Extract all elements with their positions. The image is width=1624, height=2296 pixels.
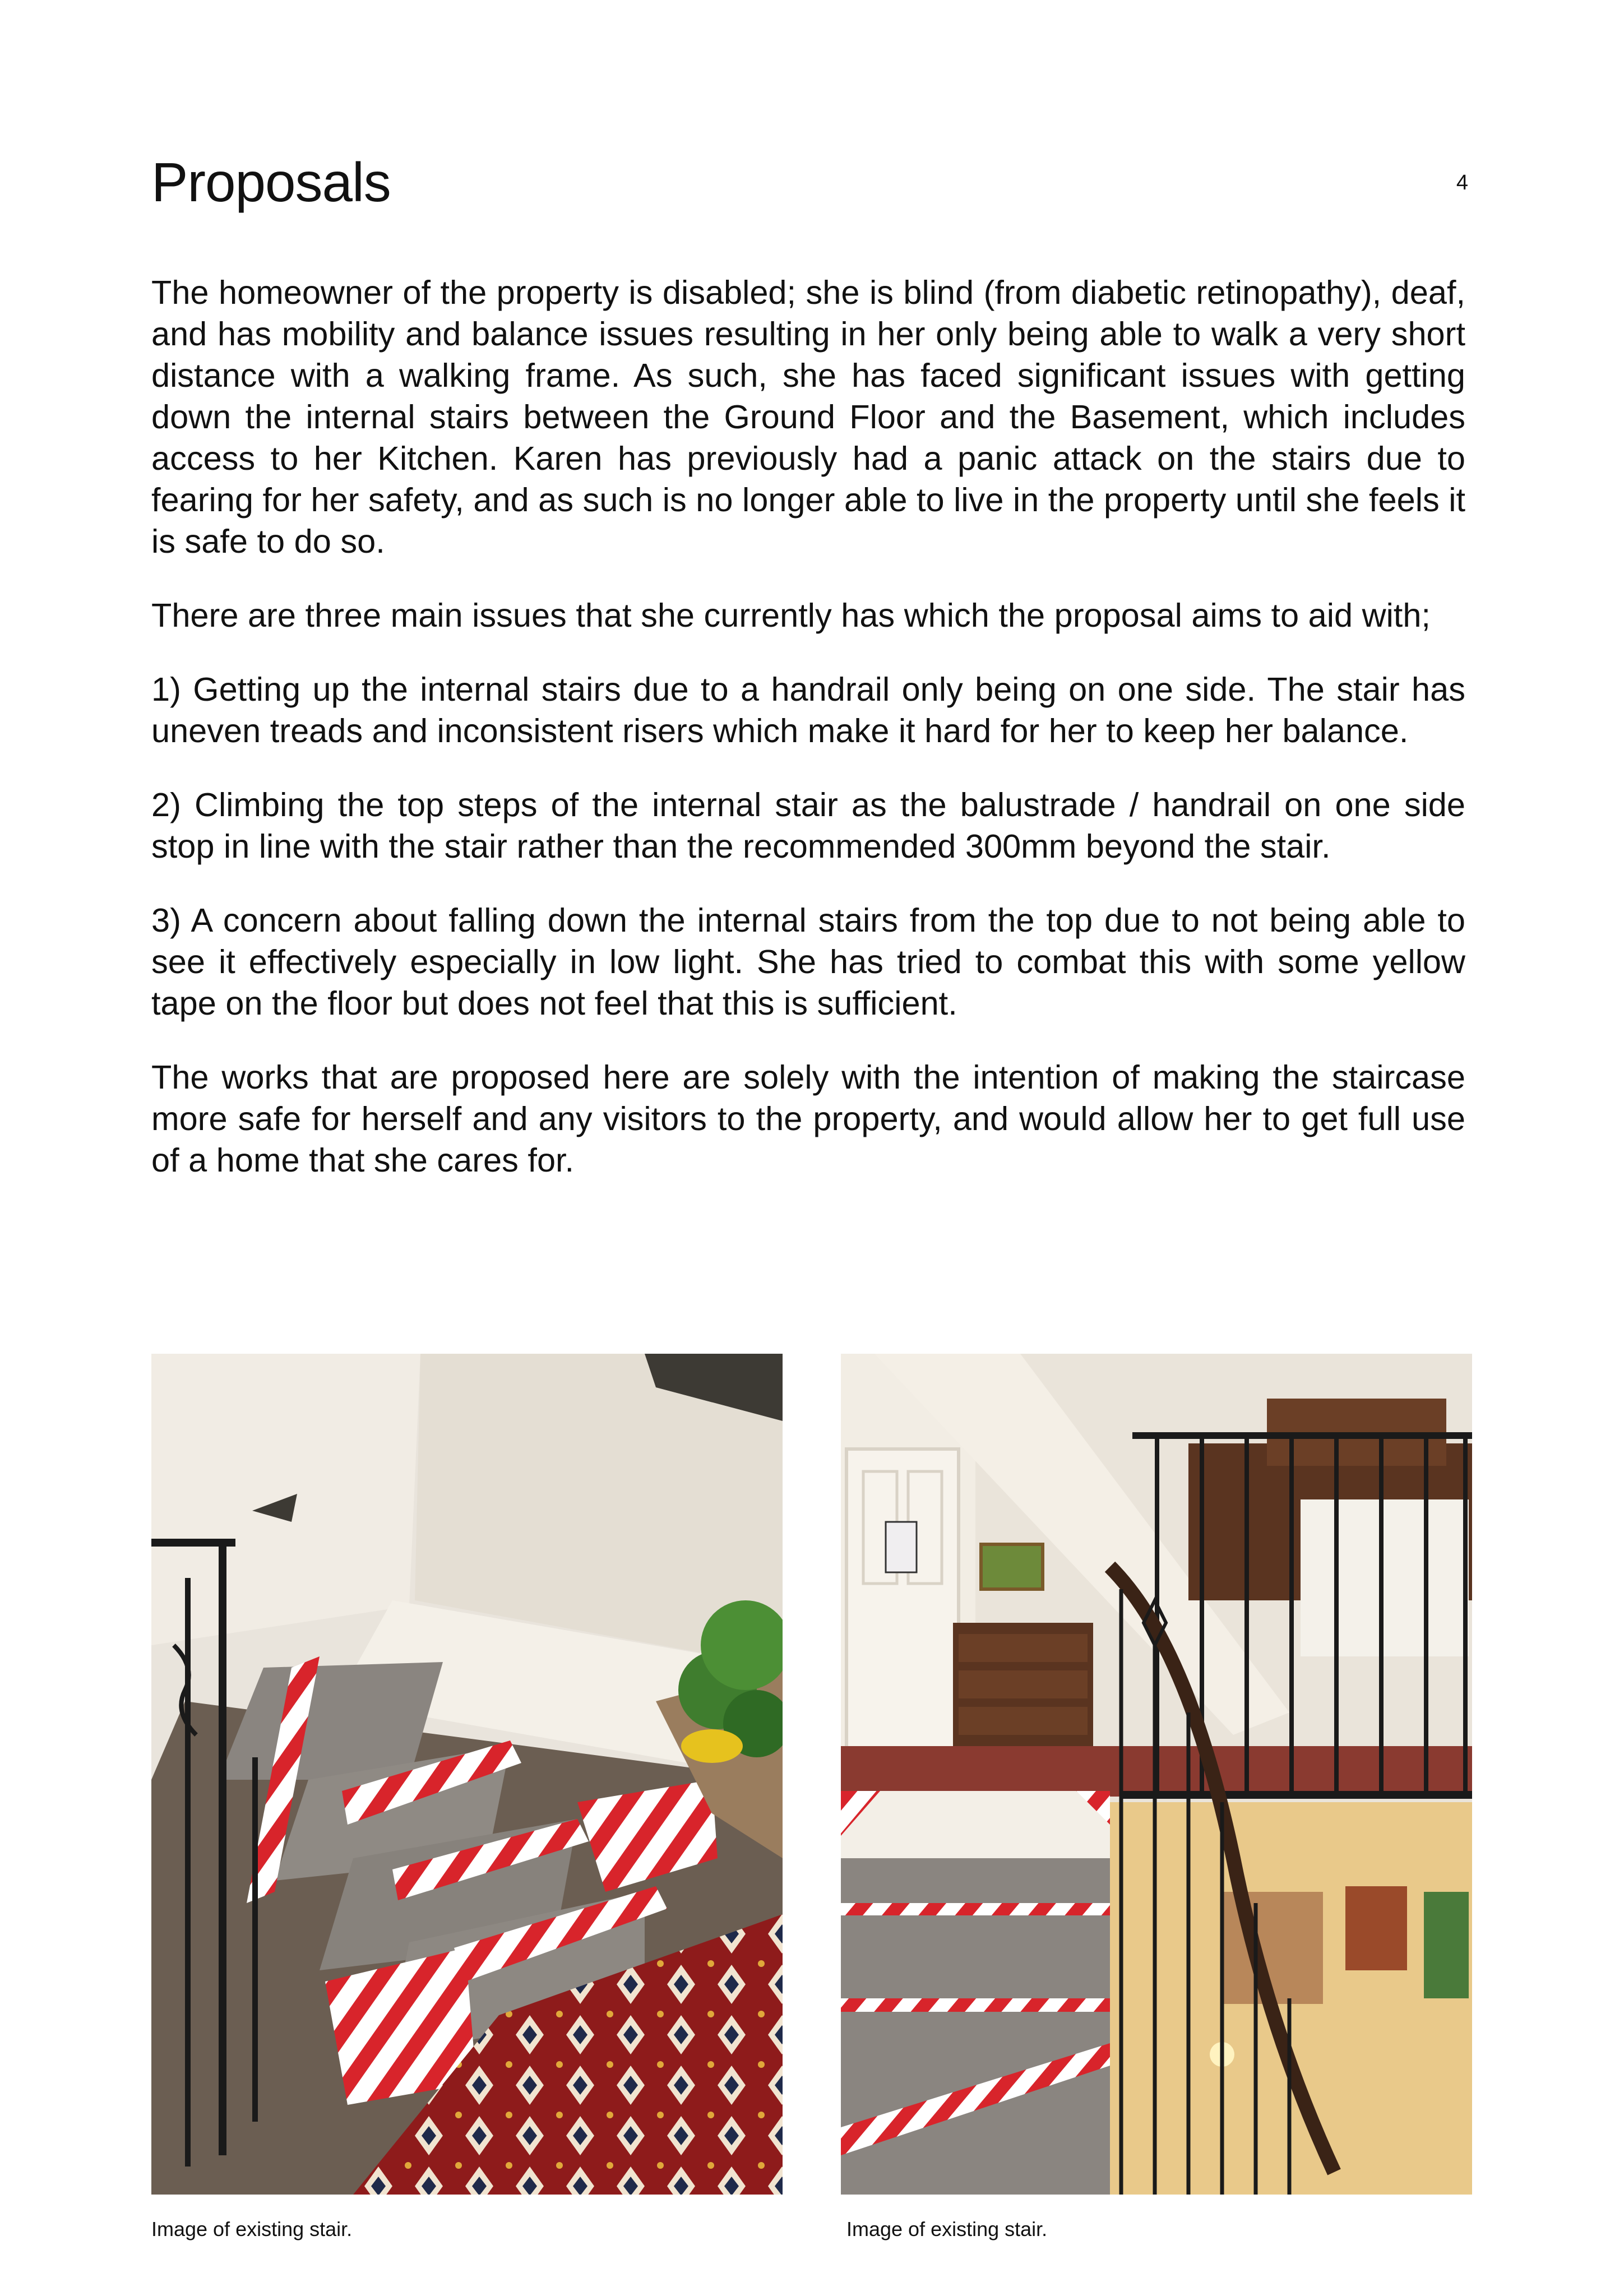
stair-photo-right-image bbox=[841, 1354, 1472, 2195]
page-number: 4 bbox=[1456, 171, 1468, 195]
paragraph-issue-2: 2) Climbing the top steps of the internal stair as the balustrade / handrail on one side stop in line with the stair rather than the recommended 300mm beyond the stair. bbox=[151, 786, 1465, 865]
paragraph-issue-1: 1) Getting up the internal stairs due to a handrail only being on one side. The stair has uneven treads and inconsistent risers which make it hard for her to keep her balance. bbox=[151, 670, 1465, 749]
paragraph-conclusion: The works that are proposed here are solely with the intention of making the staircase more safe for herself and any visitors to the property, and would allow her to get full use of a home that she cares for. bbox=[151, 1058, 1465, 1179]
paragraph-issues-lead: There are three main issues that she currently has which the proposal aims to aid with; bbox=[151, 596, 1431, 634]
stair-photo-left bbox=[151, 1354, 783, 2195]
body-text bbox=[151, 272, 1465, 1214]
page-title: Proposals bbox=[151, 151, 391, 213]
stair-photo-right bbox=[841, 1354, 1472, 2195]
stair-photo-left-image bbox=[151, 1354, 783, 2195]
figure-caption-right: Image of existing stair. bbox=[846, 2218, 1048, 2241]
paragraph-intro: The homeowner of the property is disabled; she is blind (from diabetic retinopathy), deaf, and has mobility and balance issues resulting in her only being able to walk a very short distance with a walking frame. As such, she has faced significant issues with getting down the internal stairs between the Ground Floor and the Basement, which includes access to her Kitchen. Karen has previously had a panic attack on the stairs due to fearing for her safety, and as such is no longer able to live in the property until she feels it is safe to do so. bbox=[151, 274, 1465, 560]
paragraph-issue-3: 3) A concern about falling down the internal stairs from the top due to not being able to see it effectively especially in low light. She has tried to combat this with some yellow tape on the floor but does not feel that this is sufficient. bbox=[151, 901, 1465, 1022]
figure-caption-left: Image of existing stair. bbox=[151, 2218, 353, 2241]
